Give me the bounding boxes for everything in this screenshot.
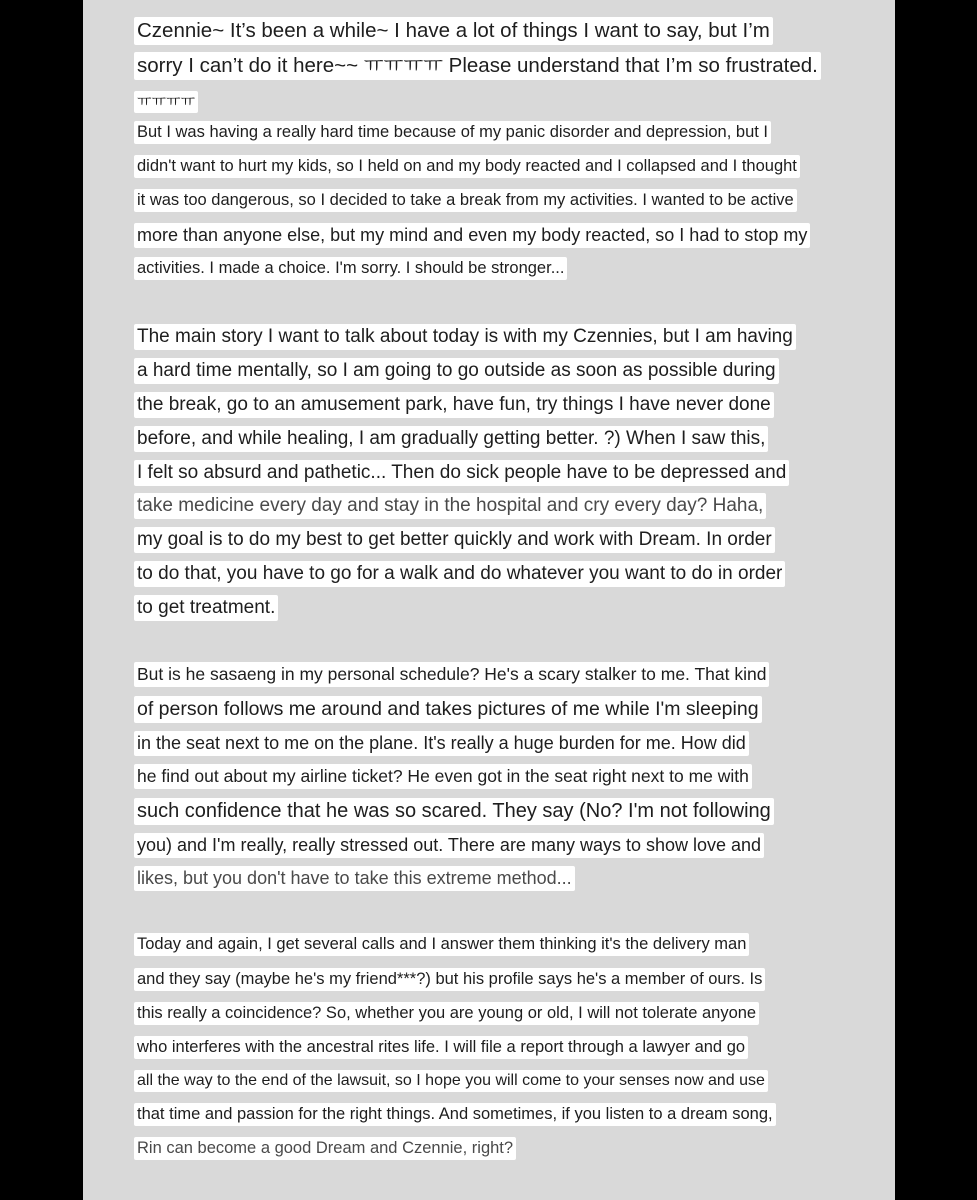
text-line: it was too dangerous, so I decided to take a break from my activities. I wanted to be active bbox=[134, 192, 797, 209]
text-line: to do that, you have to go for a walk and do whatever you want to do in order bbox=[134, 564, 785, 583]
text-line: But I was having a really hard time because of my panic disorder and depression, but I bbox=[134, 124, 771, 141]
text-line: But is he sasaeng in my personal schedule? He's a scary stalker to me. That kind bbox=[134, 666, 769, 684]
text-line: all the way to the end of the lawsuit, so I hope you will come to your senses now and use bbox=[134, 1073, 768, 1089]
text-line: ㅠㅠㅠㅠ bbox=[134, 94, 198, 109]
text-line: my goal is to do my best to get better quickly and work with Dream. In order bbox=[134, 530, 775, 549]
text-line: you) and I'm really, really stressed out. There are many ways to show love and bbox=[134, 836, 764, 854]
text-line: Rin can become a good Dream and Czennie, right? bbox=[134, 1140, 516, 1157]
text-line: more than anyone else, but my mind and even my body reacted, so I had to stop my bbox=[134, 226, 810, 244]
text-line: he find out about my airline ticket? He even got in the seat right next to me with bbox=[134, 768, 752, 786]
text-line: this really a coincidence? So, whether you are young or old, I will not tolerate anyone bbox=[134, 1005, 759, 1022]
text-line: take medicine every day and stay in the hospital and cry every day? Haha, bbox=[134, 496, 766, 515]
text-line: such confidence that he was so scared. They say (No? I'm not following bbox=[134, 801, 774, 821]
text-line: The main story I want to talk about today is with my Czennies, but I am having bbox=[134, 327, 796, 346]
text-line: the break, go to an amusement park, have fun, try things I have never done bbox=[134, 395, 774, 414]
text-line: that time and passion for the right things. And sometimes, if you listen to a dream song, bbox=[134, 1106, 776, 1123]
text-line: in the seat next to me on the plane. It's really a huge burden for me. How did bbox=[134, 734, 749, 752]
text-line: before, and while healing, I am gradually getting better. ?) When I saw this, bbox=[134, 429, 768, 448]
text-line: likes, but you don't have to take this extreme method... bbox=[134, 869, 575, 887]
text-line: a hard time mentally, so I am going to go outside as soon as possible during bbox=[134, 361, 779, 380]
text-line: of person follows me around and takes pictures of me while I'm sleeping bbox=[134, 700, 762, 720]
text-line: who interferes with the ancestral rites life. I will file a report through a lawyer and go bbox=[134, 1039, 748, 1056]
text-line: activities. I made a choice. I'm sorry. I should be stronger... bbox=[134, 260, 567, 277]
text-line: Czennie~ It’s been a while~ I have a lot of things I want to say, but I’m bbox=[134, 21, 773, 42]
text-line: I felt so absurd and pathetic... Then do sick people have to be depressed and bbox=[134, 463, 789, 482]
text-line: Today and again, I get several calls and I answer them thinking it's the delivery man bbox=[134, 936, 749, 953]
text-line: didn't want to hurt my kids, so I held on and my body reacted and I collapsed and I thought bbox=[134, 158, 800, 175]
text-line: to get treatment. bbox=[134, 598, 278, 617]
text-line: sorry I can’t do it here~~ ㅠㅠㅠㅠ Please understand that I’m so frustrated. bbox=[134, 56, 821, 77]
text-line: and they say (maybe he's my friend***?) but his profile says he's a member of ours. Is bbox=[134, 971, 765, 988]
